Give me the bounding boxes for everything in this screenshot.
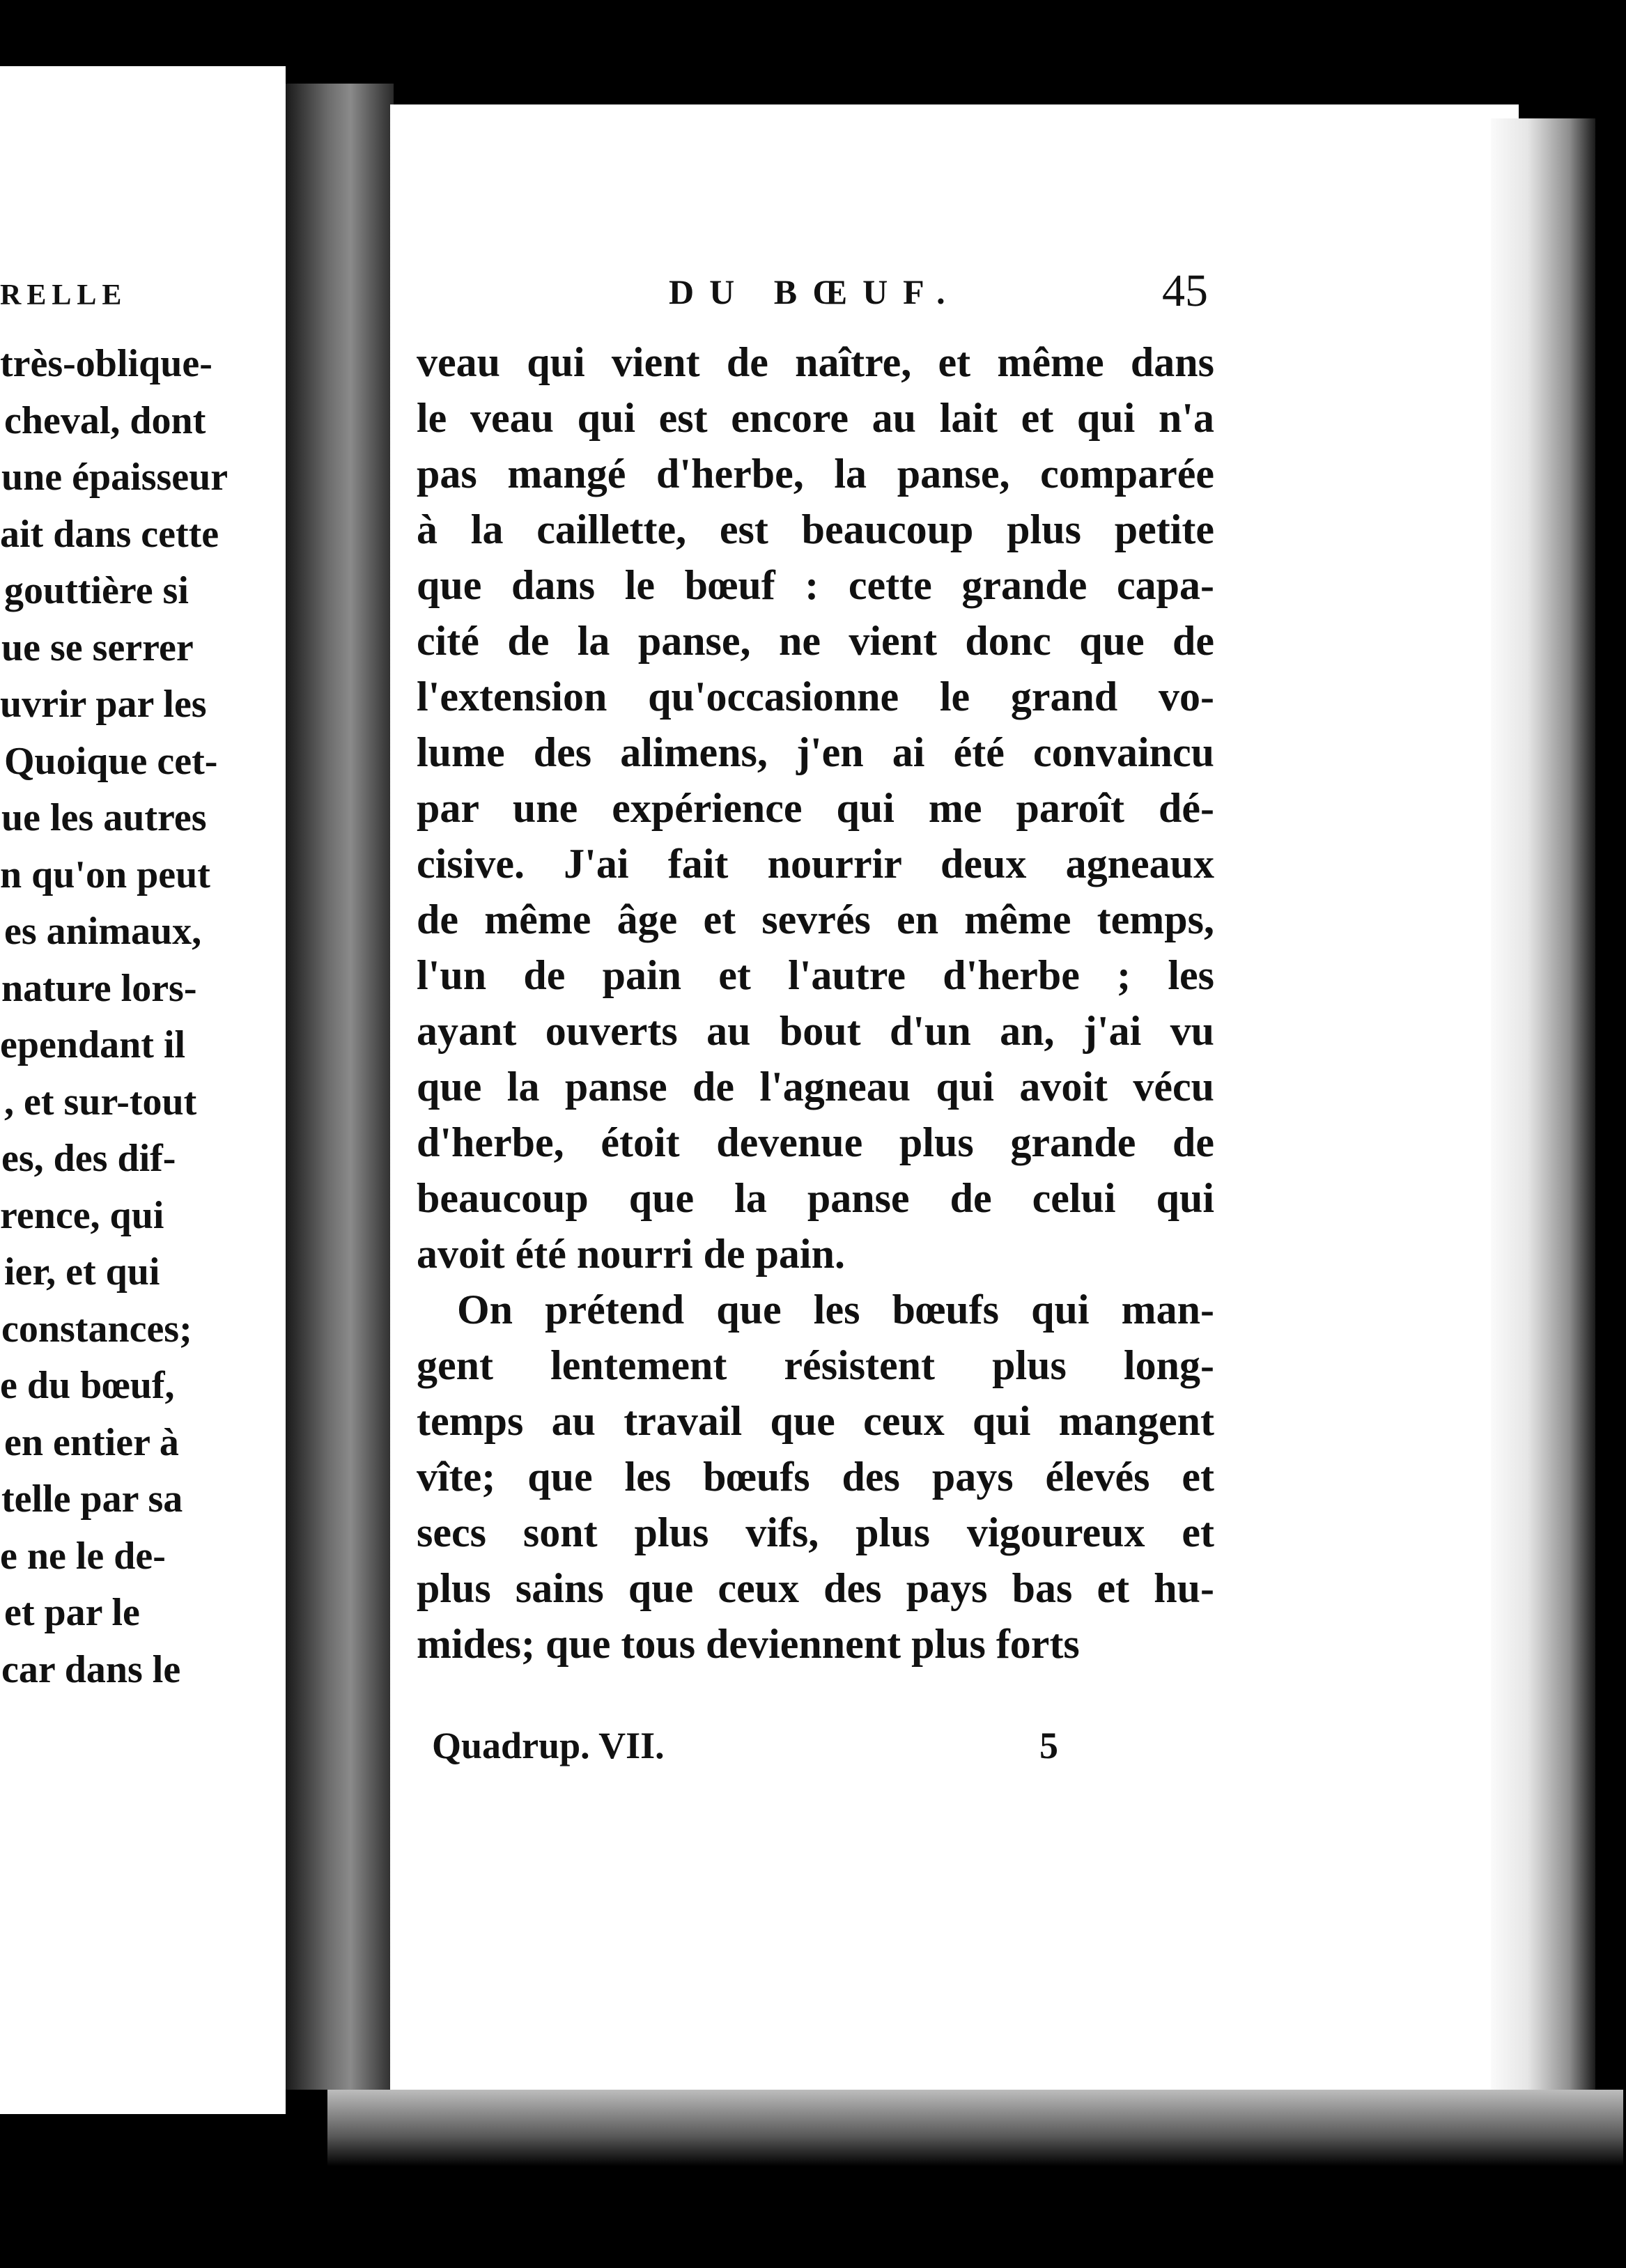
left-page-line: e du bœuf, — [0, 1364, 175, 1407]
footer-signature-mark: Quadrup. VII. — [432, 1725, 665, 1766]
text-line: avoit été nourri de pain. — [417, 1231, 845, 1277]
text-line: pas mangé d'herbe, la panse, comparée — [417, 451, 1214, 497]
page-number: 45 — [1162, 265, 1208, 316]
text-line: que dans le bœuf : cette grande capa- — [417, 562, 1214, 608]
left-page-line: ier, et qui — [4, 1250, 160, 1294]
running-head: DU BŒUF. — [669, 272, 961, 311]
text-line: beaucoup que la panse de celui qui — [417, 1175, 1214, 1221]
left-page-line: nature lors- — [1, 966, 197, 1010]
text-line: lume des alimens, j'en ai été convaincu — [417, 729, 1214, 775]
text-line: à la caillette, est beaucoup plus petite — [417, 506, 1214, 552]
left-page-line: ait dans cette — [0, 512, 219, 556]
left-page-line: telle par sa — [1, 1477, 183, 1521]
left-page-line: es, des dif- — [1, 1137, 176, 1180]
text-line: gent lentement résistent plus long- — [417, 1342, 1214, 1388]
text-line: cisive. J'ai fait nourrir deux agneaux — [417, 841, 1214, 887]
left-page-line: en entier à — [4, 1420, 179, 1464]
left-page-line: et par le — [4, 1591, 140, 1634]
text-line: par une expérience qui me paroît dé- — [417, 785, 1214, 831]
text-line: l'un de pain et l'autre d'herbe ; les — [417, 952, 1214, 998]
left-facing-page — [0, 66, 286, 2114]
text-line: que la panse de l'agneau qui avoit vécu — [417, 1064, 1214, 1110]
left-page-line: es animaux, — [4, 910, 202, 953]
text-line: d'herbe, étoit devenue plus grande de — [417, 1119, 1214, 1165]
left-page-line: ue les autres — [1, 796, 207, 839]
left-page-line: une épaisseur — [1, 456, 229, 499]
left-page-line: e ne le de- — [0, 1534, 166, 1578]
left-page-line: très-oblique- — [0, 342, 212, 385]
left-page-line: rence, qui — [0, 1193, 164, 1237]
text-line: plus sains que ceux des pays bas et hu- — [417, 1565, 1214, 1611]
left-page-line: ue se serrer — [1, 626, 194, 669]
page-bottom-shadow — [327, 2090, 1623, 2166]
paragraph-1 — [417, 334, 1214, 1282]
paragraph-2 — [417, 1282, 1214, 1672]
left-page-line: Quoique cet- — [4, 739, 218, 783]
page-edge-shadow — [1491, 118, 1595, 2111]
page-body-text — [417, 334, 1214, 1672]
text-line: temps au travail que ceux qui mangent — [417, 1398, 1214, 1444]
book-gutter-shadow — [286, 84, 394, 2090]
text-line: secs sont plus vifs, plus vigoureux et — [417, 1509, 1214, 1555]
text-line: vîte; que les bœufs des pays élevés et — [417, 1454, 1214, 1500]
text-line: de même âge et sevrés en même temps, — [417, 896, 1214, 942]
text-line: mides; que tous deviennent plus forts — [417, 1621, 1080, 1667]
left-page-line: n qu'on peut — [0, 853, 210, 896]
left-page-line: uvrir par les — [0, 683, 207, 726]
text-line: veau qui vient de naître, et même dans — [417, 339, 1214, 385]
left-page-line: , et sur-tout — [4, 1080, 197, 1124]
text-line: l'extension qu'occasionne le grand vo- — [417, 674, 1214, 720]
left-page-line: gouttière si — [4, 569, 189, 612]
text-line: ayant ouverts au bout d'un an, j'ai vu — [417, 1008, 1214, 1054]
left-running-head: RELLE — [0, 279, 127, 311]
left-page-line: ependant il — [0, 1023, 186, 1066]
text-line: On prétend que les bœufs qui man- — [457, 1287, 1214, 1333]
left-page-line: constances; — [1, 1307, 192, 1351]
text-line: le veau qui est encore au lait et qui n'a — [417, 395, 1214, 441]
footer-signature-number: 5 — [1039, 1725, 1058, 1766]
text-line: cité de la panse, ne vient donc que de — [417, 618, 1214, 664]
left-page-line: car dans le — [1, 1647, 181, 1691]
left-page-line: cheval, dont — [4, 398, 206, 442]
